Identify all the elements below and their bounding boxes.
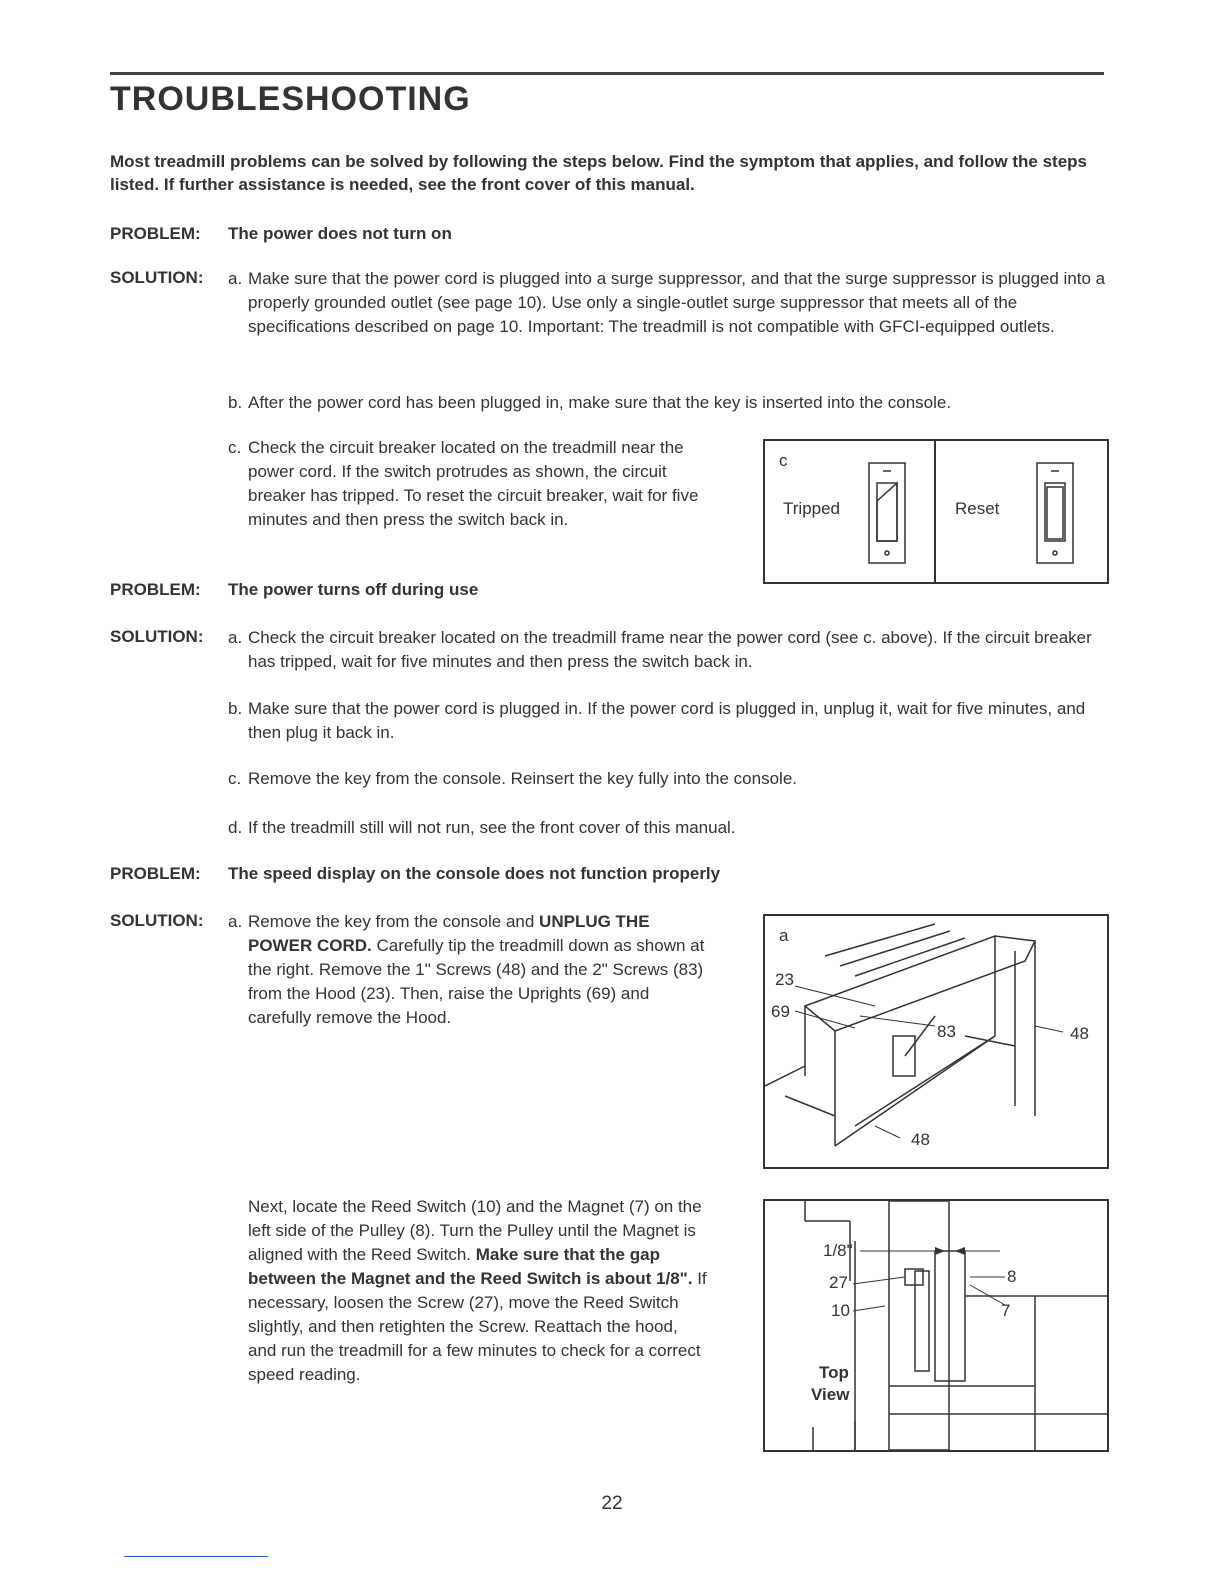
solution-label: SOLUTION: [110, 911, 204, 930]
label-pulley-8: 8 [1007, 1267, 1017, 1286]
breaker-figure-letter: c [779, 451, 788, 470]
label-screws-83: 83 [937, 1022, 956, 1041]
solution-label: SOLUTION: [110, 268, 204, 287]
problem-3-text: The speed display on the console does not function properly [228, 864, 721, 883]
label-magnet-7: 7 [1001, 1301, 1011, 1320]
problem-1 [110, 224, 452, 244]
reed-switch-illustration [765, 1201, 1107, 1450]
intro-text: Most treadmill problems can be solved by following the steps below. Find the symptom that applies, and follow the steps listed. If further assistance is needed, see the front cover of this manual. [110, 152, 1088, 194]
p2-step-b: b. Make sure that the power cord is plugged in. If the power cord is plugged in, unplug it, wait for five minutes, and then plug it back in. [228, 699, 1086, 742]
p1-step-b: b. After the power cord has been plugged in, make sure that the key is inserted into the console. [228, 393, 952, 412]
tripped-label: Tripped [783, 499, 841, 518]
problem-label: PROBLEM: [110, 864, 201, 883]
title-rule [110, 72, 1104, 75]
p3-step-next: Next, locate the Reed Switch (10) and the Magnet (7) on the left side of the Pulley (8). Turn the Pulley until the Magnet is aligned with the Reed Switch. Make sure that the gap between the Magnet and the Reed Switch is about 1/8". If necessary, loosen the Screw (27), move the Reed Switch slightly, and then retighten the Screw. Reattach the hood, and run the treadmill for a few minutes to check for a correct speed reading. [248, 1197, 707, 1384]
top-view-caption-2: View [811, 1385, 850, 1404]
label-screws-48-bottom: 48 [911, 1130, 930, 1149]
problem-1-text: The power does not turn on [228, 224, 452, 243]
label-hood-23: 23 [775, 970, 794, 989]
reset-label: Reset [955, 499, 1000, 518]
footer-line [124, 1556, 268, 1557]
label-screws-48-right: 48 [1070, 1024, 1089, 1043]
p2-step-a: a. Check the circuit breaker located on the treadmill frame near the power cord (see c. above). If the circuit breaker has tripped, wait for five minutes and then press the switch back in. [228, 628, 1092, 671]
reed-switch-top-view-figure [763, 1199, 1109, 1452]
label-screw-27: 27 [829, 1273, 848, 1292]
page-title: TROUBLESHOOTING [110, 80, 471, 118]
label-uprights-69: 69 [771, 1002, 790, 1021]
problem-2 [110, 580, 478, 600]
hood-figure-letter: a [779, 926, 789, 945]
hood-removal-figure [763, 914, 1109, 1169]
problem-3 [110, 864, 720, 884]
p2-step-c: c. Remove the key from the console. Reinsert the key fully into the console. [228, 769, 797, 788]
problem-label: PROBLEM: [110, 580, 201, 599]
p3-step-a: a. Remove the key from the console and UNPLUG THE POWER CORD. Carefully tip the treadmill down as shown at the right. Remove the 1" Screws (48) and the 2" Screws (83) from the Hood (23). Then, raise the Uprights (69) and carefully remove the Hood. [228, 912, 705, 1027]
problem-label: PROBLEM: [110, 224, 201, 243]
top-view-caption-1: Top [819, 1363, 849, 1382]
problem-2-text: The power turns off during use [228, 580, 479, 599]
solution-label: SOLUTION: [110, 627, 204, 646]
p2-step-d: d. If the treadmill still will not run, see the front cover of this manual. [228, 818, 736, 837]
treadmill-hood-illustration [765, 916, 1107, 1167]
label-gap-1-8: 1/8" [823, 1241, 853, 1260]
p1-step-a: a. Make sure that the power cord is plugged into a surge suppressor, and that the surge suppressor is plugged into a properly grounded outlet (see page 10). Use only a single-outlet surge suppressor that meets all of the specifications described on page 10. Important: The treadmill is not compatible with GFCI-equipped outlets. [228, 269, 1106, 336]
circuit-breaker-figure [763, 439, 1109, 584]
p1-step-c: c. Check the circuit breaker located on the treadmill near the power cord. If the switch protrudes as shown, the circuit breaker has tripped. To reset the circuit breaker, wait for five minutes and then press the switch back in. [228, 438, 699, 529]
page-number: 22 [601, 1493, 623, 1514]
label-reed-switch-10: 10 [831, 1301, 850, 1320]
